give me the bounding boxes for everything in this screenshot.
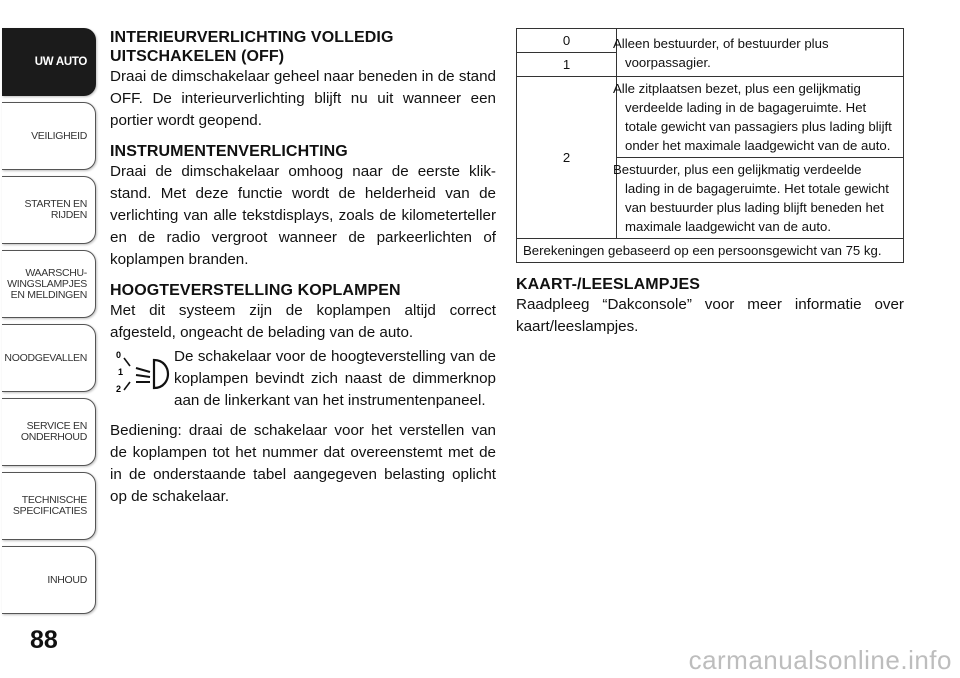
paragraph-schakelaar-locatie: De schakelaar voor de hoogteverstelling van de koplampen bevindt zich naast de dimmerknop aan de linkerkant van het instrumentenpaneel. [174, 348, 496, 409]
load-table [516, 28, 904, 263]
paragraph-hoogteverstelling: Met dit systeem zijn de koplampen altijd correct afgesteld, ongeacht de belading van de auto. [110, 302, 496, 341]
paragraph-instrumentenverlichting: Draai de dimschakelaar omhoog naar de eerste klik-stand. Met deze functie wordt de helderheid van de verlichting van alle tekstdisplays, zoals de kilometerteller en de radio vergroot wanneer de parkeerlichten of koplampen branden. [110, 163, 496, 268]
tab-veiligheid[interactable]: VEILIGHEID [2, 102, 96, 170]
icon-label-0: 0 [116, 350, 122, 360]
table-desc-0-1: Alleen bestuurder, of bestuurder plus voorpassagier. [617, 29, 904, 77]
table-footnote: Berekeningen gebaseerd op een persoonsgewicht van 75 kg. [517, 239, 904, 263]
page-number: 88 [30, 626, 58, 654]
right-column [516, 28, 904, 338]
tab-starten-en-rijden[interactable]: STARTEN EN RIJDEN [2, 176, 96, 244]
headlamp-leveling-icon [110, 346, 174, 398]
heading-instrumentenverlichting: INSTRUMENTENVERLICHTING [110, 143, 348, 160]
tab-uw-auto[interactable]: UW AUTO [2, 28, 96, 96]
left-column [110, 28, 496, 508]
tab-technische-specificaties[interactable]: TECHNISCHE SPECIFICATIES [2, 472, 96, 540]
heading-hoogteverstelling: HOOGTEVERSTELLING KOPLAMPEN [110, 282, 401, 299]
tab-inhoud[interactable]: INHOUD [2, 546, 96, 614]
tab-noodgevallen[interactable]: NOODGEVALLEN [2, 324, 96, 392]
tab-waarschuwingslampjes[interactable]: WAARSCHU- WINGSLAMPJES EN MELDINGEN [2, 250, 96, 318]
paragraph-bediening: Bediening: draai de schakelaar voor het verstellen van de koplampen tot het nummer dat overeenstemt met de in de onderstaande tabel aangegeven belasting oplicht op de schakelaar. [110, 422, 496, 505]
headlamp-switch-block [110, 346, 496, 412]
paragraph-kaart-leeslampjes: Raadpleeg “Dakconsole” voor meer informatie over kaart/leeslampjes. [516, 296, 904, 335]
table-row-num: 1 [517, 53, 617, 77]
tab-service-en-onderhoud[interactable]: SERVICE EN ONDERHOUD [2, 398, 96, 466]
heading-uitschakelen: UITSCHAKELEN (OFF) [110, 48, 285, 65]
table-desc-2b: Bestuurder, plus een gelijkmatig verdeelde lading in de bagageruimte. Het totale gewicht van bestuurder plus lading blijft beneden het maximale laadgewicht van de auto. [617, 158, 904, 239]
table-desc-2a: Alle zitplaatsen bezet, plus een gelijkmatig verdeelde lading in de bagageruimte. Het totale gewicht van passagiers plus lading blijft onder het maximale laadgewicht van de auto. [617, 77, 904, 158]
table-row-num: 2 [517, 77, 617, 239]
table-row-num: 0 [517, 29, 617, 53]
paragraph-interieurverlichting: Draai de dimschakelaar geheel naar beneden in de stand OFF. De interieurverlichting blijft nu uit wanneer een portier wordt geopend. [110, 68, 496, 129]
watermark: carmanualsonline.info [688, 645, 952, 675]
heading-interieurverlichting: INTERIEURVERLICHTING VOLLEDIG [110, 29, 394, 46]
icon-label-1: 1 [118, 367, 124, 377]
icon-label-2: 2 [116, 384, 122, 394]
heading-kaart-leeslampjes: KAART-/LEESLAMPJES [516, 276, 701, 293]
